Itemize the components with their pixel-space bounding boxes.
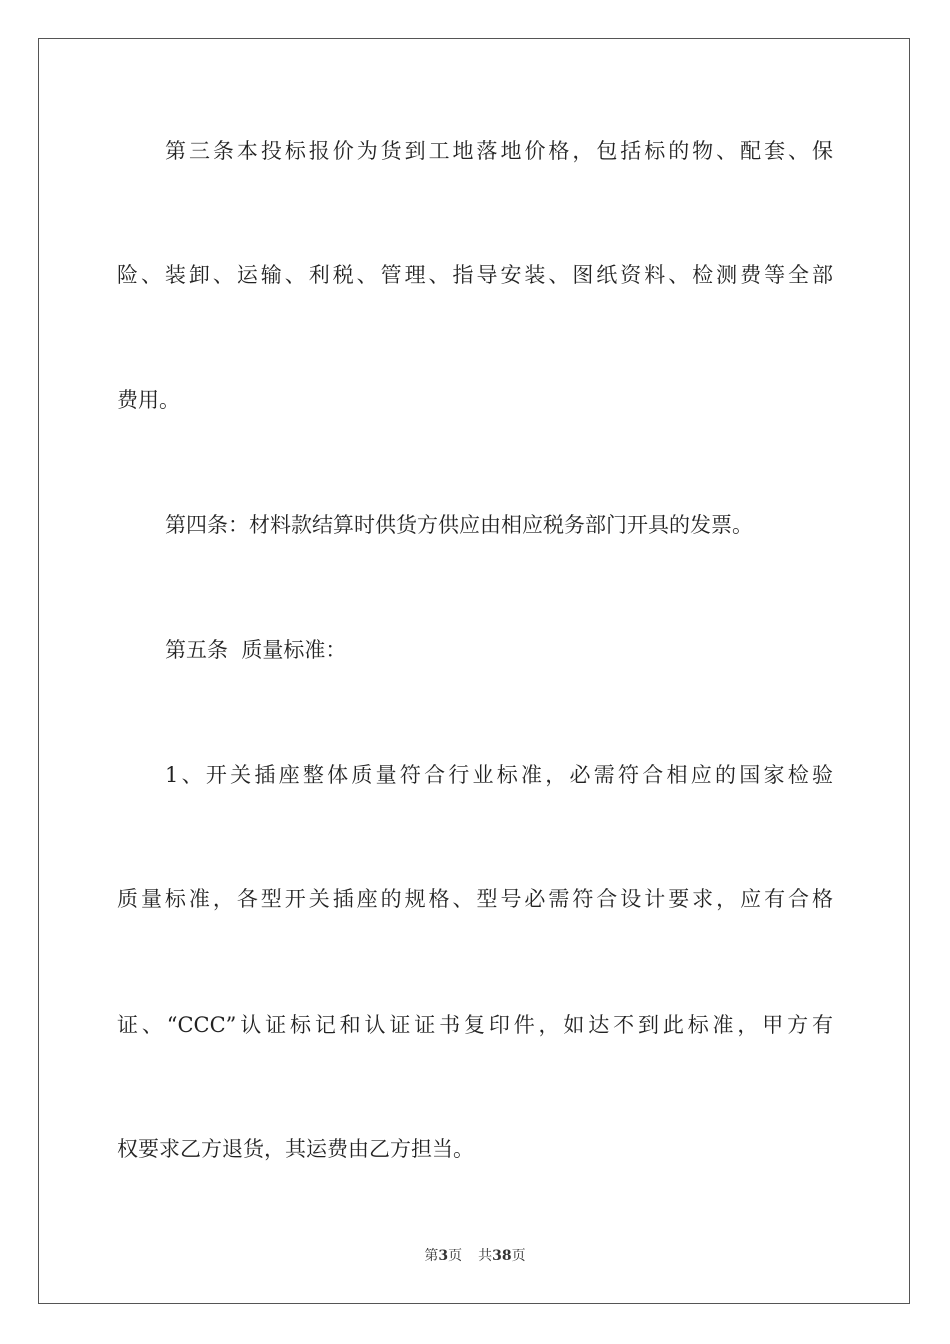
- page-border: [38, 38, 910, 1304]
- paragraph-line-2: 险、装卸、运输、利税、管理、指导安装、图纸资料、检测费等全部: [117, 263, 833, 287]
- section-heading-quality: 第五条 质量标准：: [165, 638, 347, 662]
- paragraph-line-7: 质量标准，各型开关插座的规格、型号必需符合设计要求，应有合格: [117, 887, 833, 911]
- paragraph-line-8: 证、“CCC”认证标记和认证证书复印件，如达不到此标准，甲方有: [117, 1013, 833, 1037]
- paragraph-line-4: 第四条：材料款结算时供货方供应由相应税务部门开具的发票。: [165, 513, 753, 537]
- total-prefix: 共: [478, 1248, 493, 1264]
- page-prefix: 第: [424, 1248, 439, 1264]
- paragraph-line-3: 费用。: [117, 388, 180, 412]
- page-number: 3: [438, 1248, 449, 1264]
- total-pages: 38: [492, 1248, 512, 1264]
- page-footer: [0, 1246, 950, 1266]
- paragraph-line-6: 1、开关插座整体质量符合行业标准，必需符合相应的国家检验: [165, 763, 833, 787]
- paragraph-line-9: 权要求乙方退货，其运费由乙方担当。: [117, 1137, 474, 1161]
- total-suffix: 页: [511, 1248, 526, 1264]
- paragraph-line-1: 第三条本投标报价为货到工地落地价格，包括标的物、配套、保: [165, 139, 833, 163]
- page-suffix: 页: [448, 1248, 463, 1264]
